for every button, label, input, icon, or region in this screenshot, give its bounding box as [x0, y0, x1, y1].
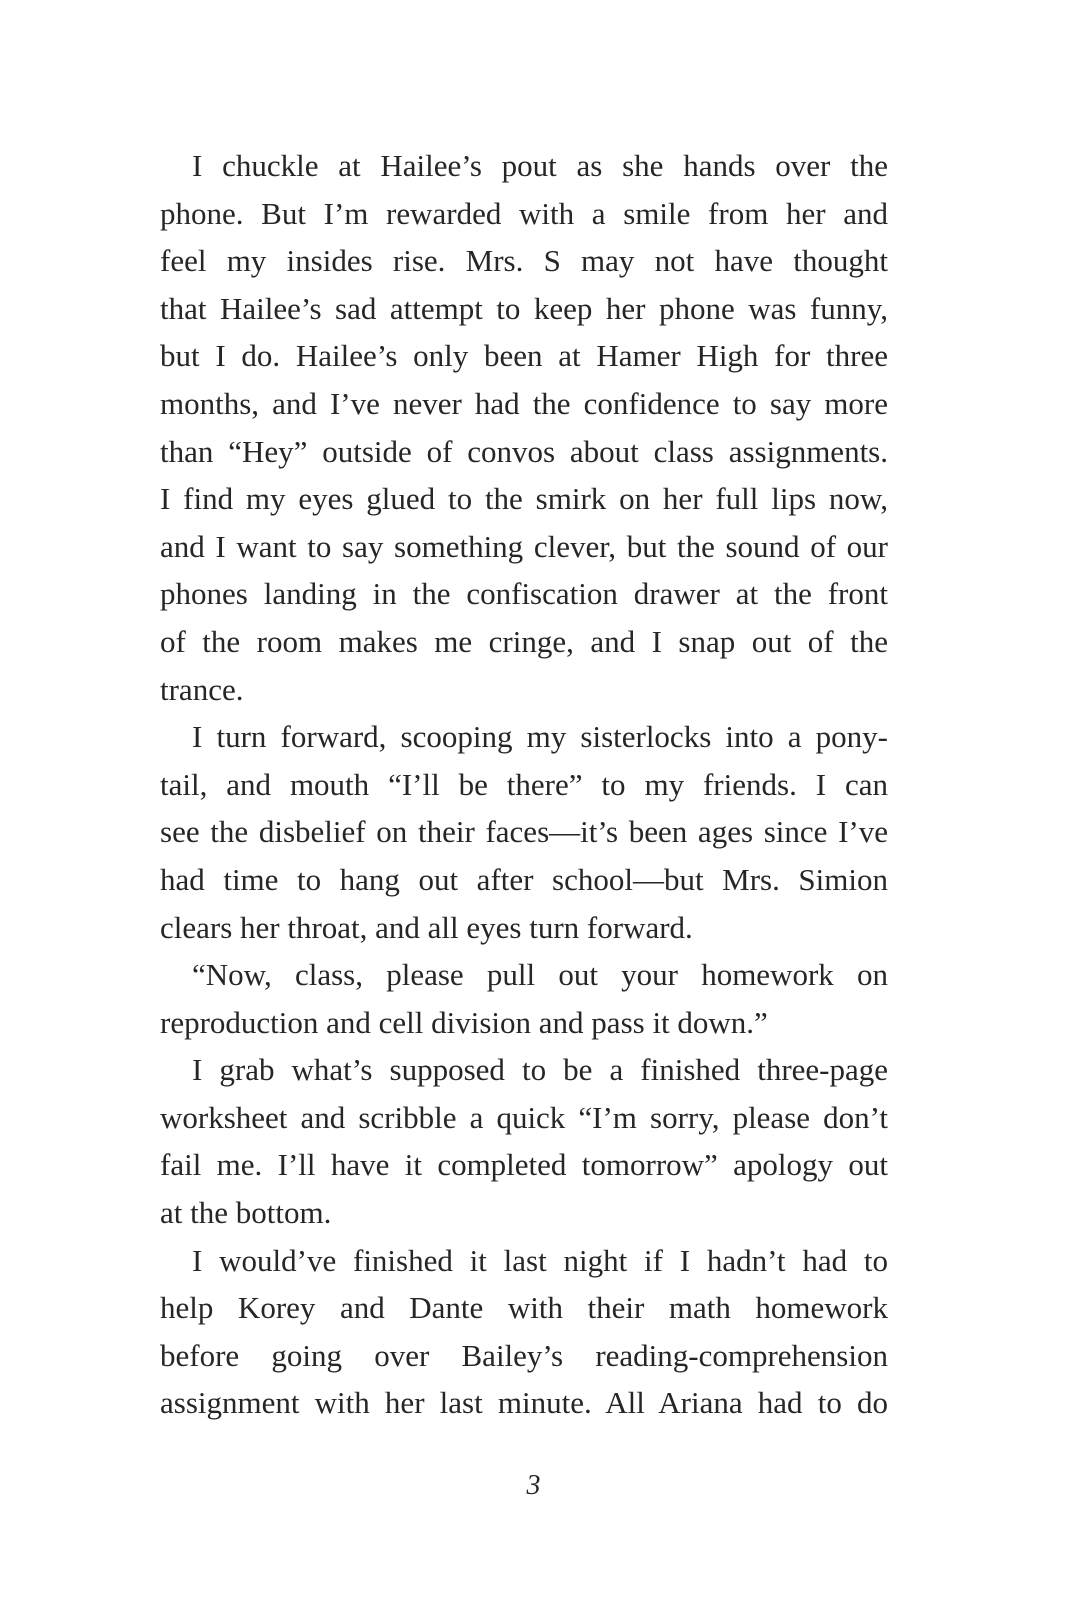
text-line: I find my eyes glued to the smirk on her full lips now, — [160, 481, 888, 517]
text-line: reproduction and cell division and pass it down.” — [160, 1004, 768, 1040]
text-line: before going over Bailey’s reading-comprehension — [160, 1337, 888, 1373]
text-line: I grab what’s supposed to be a finished three-page — [192, 1052, 888, 1088]
text-line: “Now, class, please pull out your homework on — [192, 957, 888, 993]
text-line: and I want to say something clever, but the sound of our — [160, 528, 888, 564]
text-line: I turn forward, scooping my sisterlocks into a pony- — [192, 719, 888, 755]
text-line: I chuckle at Hailee’s pout as she hands over the — [192, 148, 888, 183]
text-line: fail me. I’ll have it completed tomorrow” apology out — [160, 1147, 888, 1183]
text-line: help Korey and Dante with their math homework — [160, 1290, 888, 1326]
text-line: tail, and mouth “I’ll be there” to my friends. I can — [160, 766, 888, 802]
text-line: I would’ve finished it last night if I hadn’t had to — [192, 1242, 888, 1278]
text-line: see the disbelief on their faces—it’s been ages since I’ve — [160, 814, 888, 850]
text-line: months, and I’ve never had the confidence to say more — [160, 385, 888, 421]
body-text — [160, 142, 888, 1427]
text-line: feel my insides rise. Mrs. S may not have thought — [160, 243, 888, 279]
page-number: 3 — [526, 1470, 541, 1501]
text-line: than “Hey” outside of convos about class assignments. — [160, 433, 888, 469]
text-line: had time to hang out after school—but Mrs. Simion — [160, 861, 888, 897]
text-line: phones landing in the confiscation drawer at the front — [160, 576, 888, 612]
text-line: phone. But I’m rewarded with a smile from her and — [160, 195, 888, 231]
text-line: clears her throat, and all eyes turn forward. — [160, 909, 693, 945]
text-line: of the room makes me cringe, and I snap out of the — [160, 623, 888, 659]
text-line: at the bottom. — [160, 1195, 332, 1231]
text-line: assignment with her last minute. All Ariana had to do — [160, 1385, 888, 1421]
text-line: that Hailee’s sad attempt to keep her phone was funny, — [160, 290, 888, 326]
text-line: but I do. Hailee’s only been at Hamer High for three — [160, 338, 888, 374]
text-line: trance. — [160, 671, 244, 707]
text-line: worksheet and scribble a quick “I’m sorry, please don’t — [160, 1099, 888, 1135]
